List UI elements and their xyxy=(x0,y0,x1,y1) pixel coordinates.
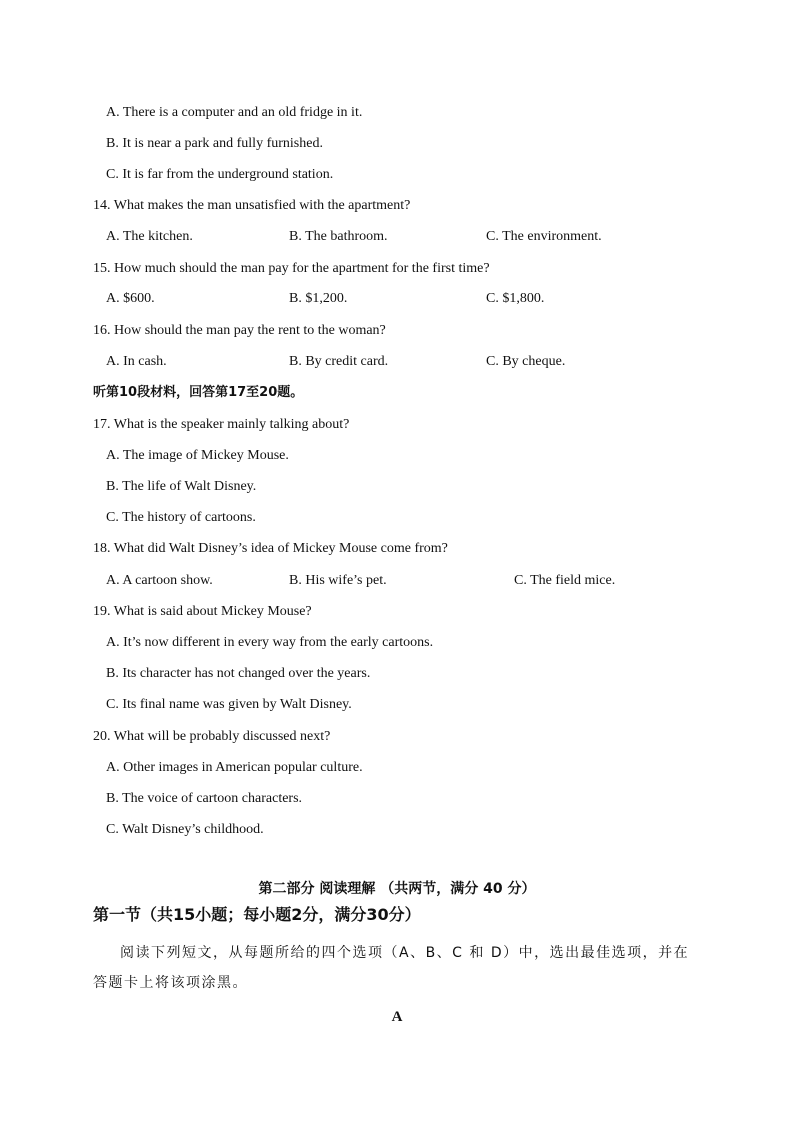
q20-option-c: C. Walt Disney’s childhood. xyxy=(106,822,264,837)
q17-option-c: C. The history of cartoons. xyxy=(106,510,256,525)
q19-option-a: A. It’s now different in every way from the early cartoons. xyxy=(106,635,434,650)
q19-stem: 19. What is said about Mickey Mouse? xyxy=(93,604,312,619)
instructions-line-1: 阅读下列短文，从每题所给的四个选项（A、B、C 和 D）中，选出最佳选项，并在 xyxy=(120,945,690,961)
q15-option-a: A. $600. xyxy=(106,291,155,306)
q14-stem: 14. What makes the man unsatisfied with the apartment? xyxy=(93,198,411,213)
q20-option-a: A. Other images in American popular culture. xyxy=(106,760,363,775)
part-2-title: 第二部分 阅读理解 （共两节，满分 40 分） xyxy=(258,881,536,897)
q20-option-b: B. The voice of cartoon characters. xyxy=(106,791,303,806)
material-10-instruction: 听第10段材料，回答第17至20题。 xyxy=(93,385,304,400)
q15-stem: 15. How much should the man pay for the apartment for the first time? xyxy=(93,261,490,276)
q13-option-c: C. It is far from the underground station. xyxy=(106,167,334,182)
q14-option-b: B. The bathroom. xyxy=(289,229,388,244)
q18-option-a: A. A cartoon show. xyxy=(106,573,213,588)
q15-option-c: C. $1,800. xyxy=(486,291,545,306)
q20-stem: 20. What will be probably discussed next? xyxy=(93,729,331,744)
q16-option-c: C. By cheque. xyxy=(486,354,566,369)
q13-option-b: B. It is near a park and fully furnished. xyxy=(106,136,323,151)
passage-a-heading: A xyxy=(391,1009,403,1025)
q14-option-a: A. The kitchen. xyxy=(106,229,193,244)
instructions-line-2: 答题卡上将该项涂黑。 xyxy=(93,975,248,991)
q13-option-a: A. There is a computer and an old fridge in it. xyxy=(106,105,363,120)
q17-option-b: B. The life of Walt Disney. xyxy=(106,479,257,494)
q18-option-c: C. The field mice. xyxy=(514,573,616,588)
section-1-title: 第一节（共15小题；每小题2分，满分30分） xyxy=(93,905,421,924)
q19-option-b: B. Its character has not changed over the years. xyxy=(106,666,371,681)
q14-option-c: C. The environment. xyxy=(486,229,602,244)
q17-stem: 17. What is the speaker mainly talking about? xyxy=(93,417,350,432)
q16-option-b: B. By credit card. xyxy=(289,354,389,369)
q18-stem: 18. What did Walt Disney’s idea of Mickey Mouse come from? xyxy=(93,541,448,556)
q16-stem: 16. How should the man pay the rent to the woman? xyxy=(93,323,386,338)
q19-option-c: C. Its final name was given by Walt Disney. xyxy=(106,697,352,712)
q15-option-b: B. $1,200. xyxy=(289,291,348,306)
q16-option-a: A. In cash. xyxy=(106,354,167,369)
q17-option-a: A. The image of Mickey Mouse. xyxy=(106,448,289,463)
q18-option-b: B. His wife’s pet. xyxy=(289,573,387,588)
